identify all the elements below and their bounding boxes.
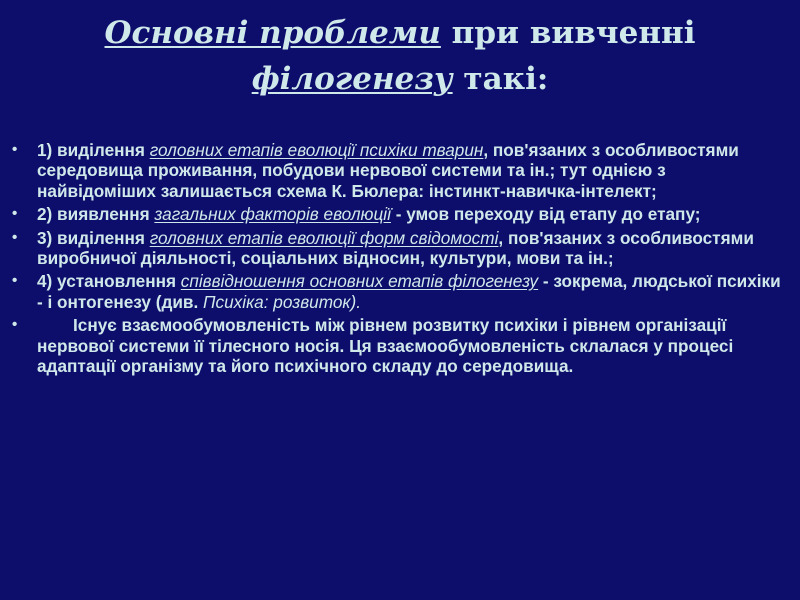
item-text: 2) виявлення [37, 204, 155, 225]
item-text: Існує взаємообумовленість між рівнем розвитку психіки і рівнем організації нервової системи її тілесного носія. Ця взаємообумовленість склалася у процесі адаптації організму та його психічного складу до середовища. [37, 315, 734, 377]
item-text: , пов'язаних з особливостями виробничої діяльності, соціальних відносин, культури, мови та ін.; [37, 227, 754, 269]
list-item [10, 140, 785, 201]
bullet-icon: • [12, 141, 18, 158]
item-text: - умов переходу від етапу до етапу; [390, 204, 701, 225]
list-item [10, 315, 785, 376]
item-reference: Психіка: розвиток). [203, 291, 362, 312]
item-text: 1) виділення [37, 140, 150, 160]
item-text: 3) виділення [37, 227, 150, 248]
bullet-icon: • [12, 316, 18, 334]
item-text: 4) установлення [37, 271, 181, 292]
bullet-icon: • [12, 205, 18, 223]
item-highlight: головних етапів еволюції психіки тварин [149, 140, 484, 160]
list-item [10, 204, 785, 224]
title-emphasis-main-problems: Основні проблеми [104, 15, 441, 51]
item-text: , пов'язаних з особливостями середовища проживання, побудови нервової системи та ін.; тут однією з найвідоміших залишається схема К. Бюлера: інстинкт-навичка-інтелект; [37, 140, 739, 201]
item-highlight: загальних факторів еволюції [154, 204, 391, 225]
item-highlight: головних етапів еволюції форм свідомості [149, 227, 499, 248]
bullet-icon: • [12, 228, 18, 246]
item-highlight: співвідношення основних етапів філогенезу [180, 271, 539, 292]
slide-title [0, 10, 800, 102]
list-item [10, 228, 785, 269]
bullet-list [10, 140, 785, 379]
title-emphasis-phylogenesis: філогенезу [251, 61, 453, 97]
item-text: - зокрема, людської психіки - і онтогенезу (див. [37, 271, 781, 312]
bullet-icon: • [12, 272, 18, 290]
title-text-1: при вивченні [440, 15, 696, 51]
title-text-2: такі: [452, 61, 549, 97]
list-item [10, 271, 785, 312]
